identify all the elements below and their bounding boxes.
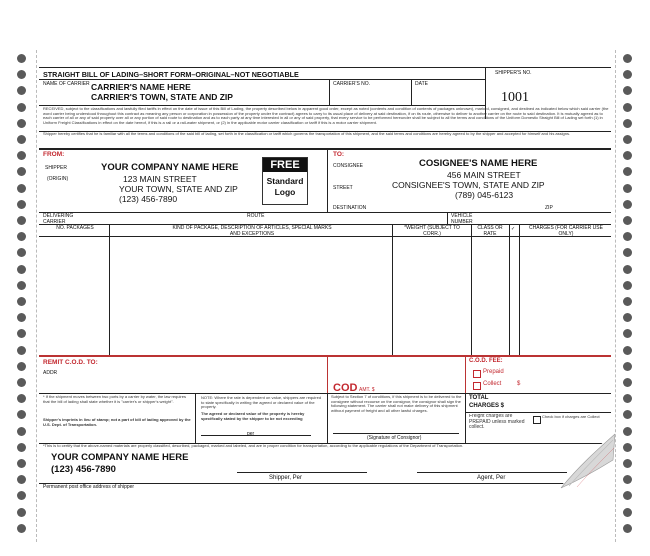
agent-per-label: Agent, Per bbox=[477, 475, 506, 481]
tractor-hole bbox=[17, 135, 26, 144]
tractor-hole bbox=[623, 475, 632, 484]
tractor-hole bbox=[623, 410, 632, 419]
cod-prepaid-label: Prepaid bbox=[483, 369, 504, 375]
carriers-no-label: CARRIER'S NO. bbox=[333, 81, 371, 87]
col-header-packages: NO. PACKAGES bbox=[56, 225, 94, 231]
street-label: STREET bbox=[333, 185, 353, 191]
from-label: FROM: bbox=[43, 151, 65, 158]
tractor-hole bbox=[17, 313, 26, 322]
shipper-company-name: YOUR COMPANY NAME HERE bbox=[101, 162, 239, 173]
form-title: STRAIGHT BILL OF LADING–SHORT FORM–ORIGINAL–NOT NEGOTIABLE bbox=[43, 70, 299, 79]
tractor-hole bbox=[17, 70, 26, 79]
shippers-no-value: 1001 bbox=[501, 90, 529, 105]
tractor-hole bbox=[623, 86, 632, 95]
cod-fee-label: C.O.D. FEE: bbox=[469, 358, 503, 364]
to-label: TO: bbox=[333, 151, 345, 158]
tractor-hole bbox=[17, 427, 26, 436]
tractor-hole bbox=[623, 394, 632, 403]
shipper-town: YOUR TOWN, STATE AND ZIP bbox=[119, 184, 238, 194]
carrier-name: CARRIER'S NAME HERE bbox=[91, 82, 191, 92]
collect-checkbox[interactable] bbox=[533, 416, 541, 424]
tractor-hole bbox=[17, 248, 26, 257]
tractor-hole bbox=[623, 508, 632, 517]
tractor-hole bbox=[623, 329, 632, 338]
shipper-phone: (123) 456-7890 bbox=[119, 194, 178, 204]
cod-collect-label: Collect bbox=[483, 381, 502, 387]
tractor-hole bbox=[17, 362, 26, 371]
tractor-hole bbox=[17, 151, 26, 160]
tractor-hole bbox=[623, 378, 632, 387]
remit-cod-label: REMIT C.O.D. TO: bbox=[43, 359, 98, 366]
ports-notice: * If the shipment moves between two ports by a carrier by water, the law requires that the bill of lading shall state whether it is "carrier's or shipper's weight". bbox=[43, 395, 186, 404]
consignee-town: CONSIGNEE'S TOWN, STATE AND ZIP bbox=[392, 180, 545, 190]
tractor-hole bbox=[17, 329, 26, 338]
col-header-check: ✓ bbox=[511, 226, 516, 232]
tractor-hole bbox=[17, 216, 26, 225]
check-box-label: Check box if charges are Collect bbox=[542, 415, 600, 419]
tractor-hole bbox=[623, 281, 632, 290]
tractor-hole bbox=[623, 216, 632, 225]
received-terms: RECEIVED, subject to the classifications and lawfully filed tariffs in effect on the date of issue of this Bill of Lading, the property described below in apparent good order, except as noted (contents and condition of contents of packages unknown), marked, consigned, and destined as indicated below which said carrier (the word carrier being understood throughout this contract as meaning any person or corporation in possession of the property under the contract) agrees to carry to its usual place of delivery at said destination, if on its route, otherwise to deliver to another carrier on the route to said destination. It is mutually agreed as to each carrier of all or any of said property over all or any portion of said route to destination and as to each party at any time interested in all or any of said property, that every service to be performed hereunder shall be subject to all the terms and conditions of the Uniform Domestic Straight Bill of Lading set forth (1) in Uniform Freight Classifications in effect on the date hereof, if this is a rail or a rail-water shipment, or (2) in the applicable motor carrier classification or tariff if this is a motor carrier shipment. bbox=[43, 107, 609, 125]
shipper-certification: Shipper hereby certifies that he is familiar with all the terms and conditions of the said bill of lading, set forth in the classification or tariff which governs the transportation of this shipment, and the said terms and conditions are hereby agreed to by the shipper and accepted for himself and his assigns. bbox=[43, 132, 571, 136]
tractor-hole bbox=[17, 54, 26, 63]
col-header-charges: CHARGES (FOR CARRIER USE ONLY) bbox=[529, 225, 603, 237]
total-label: TOTAL bbox=[469, 395, 489, 401]
tractor-hole bbox=[17, 410, 26, 419]
section7-text: Subject to Section 7 of conditions, if this shipment is to be delivered to the consignee without recourse on the consignor, the consignor shall sign the following statement. The carrier shall not make delivery of this shipment without payment of freight and all other lawful charges. bbox=[331, 395, 462, 413]
tractor-hole bbox=[17, 508, 26, 517]
imprint-notice: Shipper's imprints in lieu of stamp; not a part of bill of lading approved by the U.S. Dept. of Transportation. bbox=[43, 418, 191, 427]
tractor-hole bbox=[623, 491, 632, 500]
tractor-hole bbox=[623, 232, 632, 241]
tractor-hole bbox=[17, 378, 26, 387]
carrier-town: CARRIER'S TOWN, STATE AND ZIP bbox=[91, 92, 233, 102]
consignee-phone: (789) 045-6123 bbox=[455, 190, 514, 200]
tractor-hole bbox=[623, 135, 632, 144]
tractor-hole bbox=[17, 119, 26, 128]
hazmat-certification: *This is to certify that the above-named materials are properly classified, described, packaged, marked and labeled, and are in proper condition for transportation, according to the applicable regulations of the Department of Transportation. bbox=[43, 444, 464, 448]
cod-collect-checkbox[interactable] bbox=[473, 382, 481, 390]
destination-label: DESTINATION bbox=[333, 205, 367, 211]
tractor-hole bbox=[623, 297, 632, 306]
col-header-description: KIND OF PACKAGE, DESCRIPTION OF ARTICLES, SPECIAL MARKS AND EXCEPTIONS bbox=[172, 225, 332, 237]
tractor-hole bbox=[623, 151, 632, 160]
tractor-hole bbox=[623, 54, 632, 63]
tractor-hole bbox=[623, 443, 632, 452]
tractor-hole bbox=[17, 167, 26, 176]
tractor-hole bbox=[17, 443, 26, 452]
tractor-hole bbox=[623, 119, 632, 128]
tractor-hole bbox=[623, 362, 632, 371]
name-of-carrier-label: NAME OF CARRIER bbox=[43, 81, 90, 87]
tractor-hole bbox=[623, 167, 632, 176]
tractor-hole bbox=[623, 184, 632, 193]
tractor-hole bbox=[17, 297, 26, 306]
tractor-hole bbox=[623, 524, 632, 533]
consignee-name: COSIGNEE'S NAME HERE bbox=[419, 158, 538, 169]
shippers-no-label: SHIPPER'S NO. bbox=[495, 70, 532, 76]
col-header-weight: *WEIGHT (SUBJECT TO CORR.) bbox=[404, 225, 460, 237]
tractor-hole bbox=[623, 265, 632, 274]
cod-collect-dollar: $ bbox=[517, 381, 521, 387]
tractor-hole bbox=[17, 232, 26, 241]
tractor-hole bbox=[17, 281, 26, 290]
footer-phone: (123) 456-7890 bbox=[51, 464, 116, 475]
tractor-hole bbox=[17, 524, 26, 533]
consignee-label: CONSIGNEE bbox=[333, 163, 364, 169]
logo-text-free: FREE bbox=[270, 159, 300, 171]
vehicle-number-label: VEHICLE NUMBER bbox=[451, 213, 473, 225]
value-note: NOTE: Where the rate is dependent on value, shippers are required to state specifically in writing the agreed or declared value of the property. bbox=[201, 396, 322, 410]
consignee-street: 456 MAIN STREET bbox=[447, 170, 521, 180]
charges-label: CHARGES $ bbox=[469, 403, 505, 409]
route-label: ROUTE bbox=[247, 213, 265, 219]
declared-value-text: The agreed or declared value of the property is hereby specifically stated by the shipper to be not exceeding bbox=[201, 412, 305, 421]
tractor-hole bbox=[17, 200, 26, 209]
cod-amount-label: AMT. $ bbox=[359, 387, 375, 393]
consignor-signature-label: (Signature of Consignor) bbox=[367, 435, 422, 441]
tractor-hole bbox=[17, 475, 26, 484]
tractor-hole bbox=[17, 491, 26, 500]
shipper-street: 123 MAIN STREET bbox=[123, 174, 197, 184]
logo-text-logo: Logo bbox=[274, 187, 296, 197]
logo-text-standard: Standard bbox=[266, 176, 304, 186]
tractor-hole bbox=[623, 70, 632, 79]
tractor-hole bbox=[623, 313, 632, 322]
page-curl-graphic bbox=[557, 430, 615, 490]
left-tractor-strip bbox=[12, 50, 32, 540]
tractor-hole bbox=[17, 86, 26, 95]
zip-label: ZIP bbox=[545, 205, 553, 211]
tractor-hole bbox=[17, 184, 26, 193]
date-label: DATE bbox=[415, 81, 428, 87]
tractor-hole bbox=[623, 427, 632, 436]
cod-label: COD bbox=[333, 382, 358, 394]
shipper-label: SHIPPER bbox=[45, 165, 67, 171]
permanent-address-label: Permanent post office address of shipper bbox=[43, 484, 135, 490]
col-header-class: CLASS OR RATE bbox=[477, 225, 503, 237]
origin-label: (ORIGIN) bbox=[47, 176, 69, 182]
prepaid-notice: Freight charges are PREPAID unless marked collect. bbox=[469, 414, 525, 430]
tractor-hole bbox=[623, 346, 632, 355]
addr-label: ADDR bbox=[43, 370, 58, 376]
tractor-hole bbox=[623, 459, 632, 468]
bill-of-lading-form bbox=[36, 50, 616, 542]
cod-prepaid-checkbox[interactable] bbox=[473, 370, 481, 378]
tractor-hole bbox=[623, 103, 632, 112]
per-label: per bbox=[247, 431, 255, 437]
tractor-hole bbox=[623, 200, 632, 209]
shipper-per-label: Shipper, Per bbox=[269, 475, 303, 481]
tractor-hole bbox=[17, 265, 26, 274]
tractor-hole bbox=[17, 459, 26, 468]
tractor-hole bbox=[17, 394, 26, 403]
delivering-carrier-label: DELIVERING CARRIER bbox=[43, 213, 74, 225]
tractor-hole bbox=[17, 103, 26, 112]
tractor-hole bbox=[623, 248, 632, 257]
logo-placeholder bbox=[262, 157, 308, 205]
footer-company-name: YOUR COMPANY NAME HERE bbox=[51, 452, 189, 463]
right-tractor-strip bbox=[618, 50, 638, 540]
tractor-hole bbox=[17, 346, 26, 355]
